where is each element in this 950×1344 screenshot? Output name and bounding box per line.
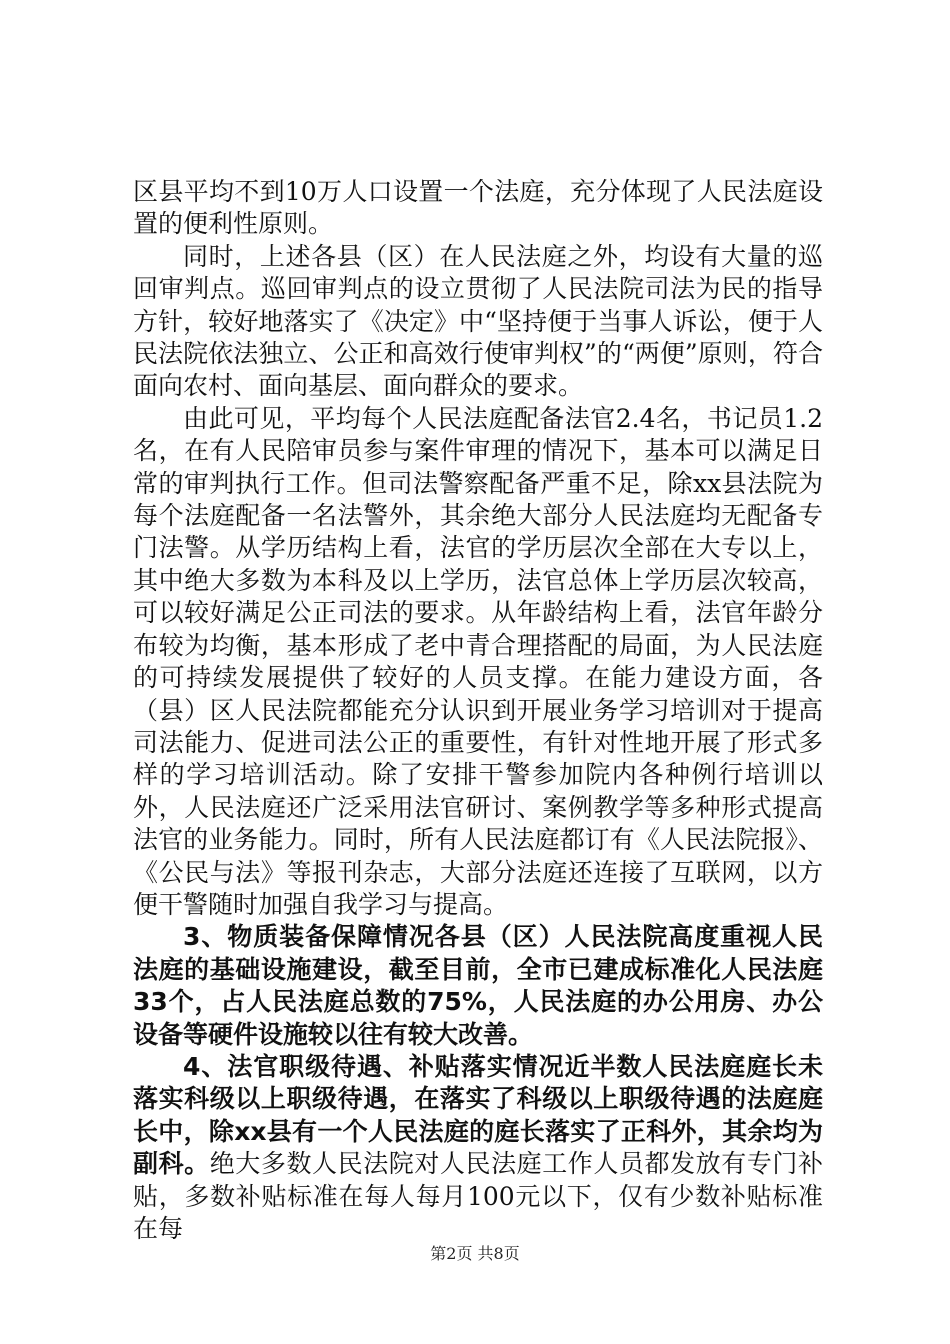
page-footer [0,1244,950,1264]
paragraph-4 [133,921,823,1051]
paragraph-1-text: 区县平均不到10万人口设置一个法庭，充分体现了人民法庭设置的便利性原则。 [133,177,823,239]
paragraph-2 [133,241,823,403]
paragraph-3 [133,403,823,922]
paragraph-1 [133,176,823,241]
paragraph-3-text: 由此可见，平均每个人民法庭配备法官2.4名，书记员1.2名，在有人民陪审员参与案件审理的情况下，基本可以满足日常的审判执行工作。但司法警察配备严重不足，除xx县法院为每个法庭配备一名法警外，其余绝大部分人民法庭均无配备专门法警。从学历结构上看，法官的学历层次全部在大专以上，其中绝大多数为本科及以上学历，法官总体上学历层次较高，可以较好满足公正司法的要求。从年龄结构上看，法官年龄分布较为均衡，基本形成了老中青合理搭配的局面，为人民法庭的可持续发展提供了较好的人员支撑。在能力建设方面，各（县）区人民法院都能充分认识到开展业务学习培训对于提高司法能力、促进司法公正的重要性，有针对性地开展了形式多样的学习培训活动。除了安排干警参加院内各种例行培训以外，人民法庭还广泛采用法官研讨、案例教学等多种形式提高法官的业务能力。同时，所有人民法庭都订有《人民法院报》、《公民与法》等报刊杂志，大部分法庭还连接了互联网，以方便干警随时加强自我学习与提高。 [133,403,823,919]
paragraph-2-text: 同时，上述各县（区）在人民法庭之外，均设有大量的巡回审判点。巡回审判点的设立贯彻了人民法院司法为民的指导方针，较好地落实了《决定》中“坚持便于当事人诉讼，便于人民法院依法独立、公正和高效行使审判权”的“两便”原则，符合面向农村、面向基层、面向群众的要求。 [133,241,823,401]
document-body [133,176,823,1245]
paragraph-5 [133,1051,823,1245]
paragraph-4-heading-text: 3、物质装备保障情况各县（区）人民法院高度重视人民法庭的基础设施建设，截至目前，全市已建成标准化人民法庭33个，占人民法庭总数的75%，人民法庭的办公用房、办公设备等硬件设施较以往有较大改善。 [133,922,823,1049]
paragraph-5-heading-text: 4、法官职级待遇、补贴落实情况近半数人民法庭庭长未落实科级以上职级待遇，在落实了科级以上职级待遇的法庭庭长中，除xx县有一个人民法庭的庭长落实了正科外，其余均为副科。 [133,1051,823,1179]
page-number-label: 第2页 共8页 [430,1244,520,1263]
paragraph-5-text: 绝大多数人民法院对人民法庭工作人员都发放有专门补贴，多数补贴标准在每人每月100元以下，仅有少数补贴标准在每 [133,1149,823,1243]
